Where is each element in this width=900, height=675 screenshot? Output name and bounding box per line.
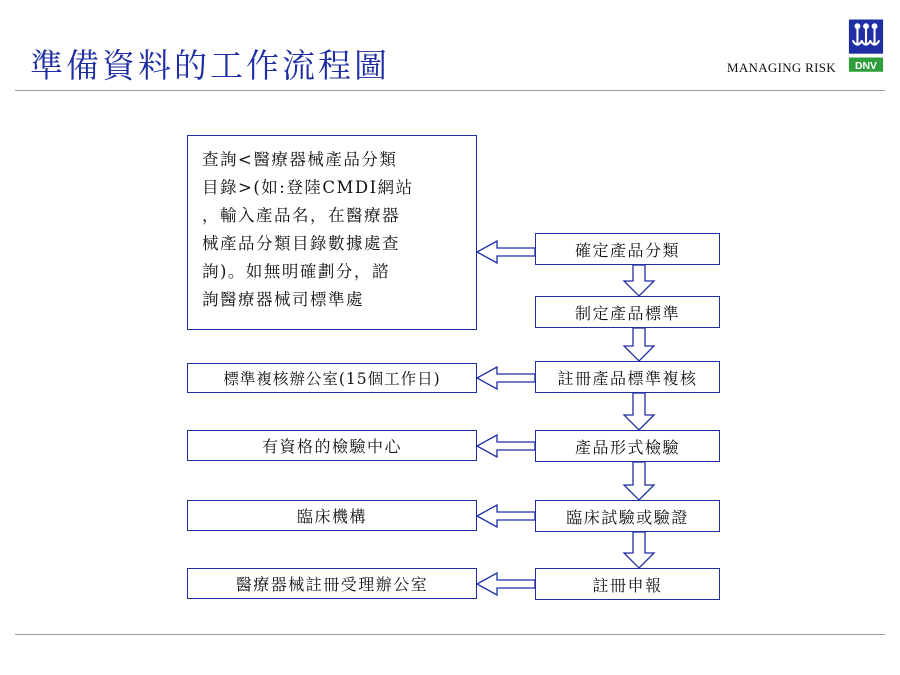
- step-standard-review: 註冊產品標準複核: [535, 361, 720, 393]
- note-line: 詢醫療器械司標準處: [202, 290, 364, 309]
- step-type-inspection: 產品形式檢驗: [535, 430, 720, 462]
- page-title: 準備資料的工作流程圖: [30, 46, 390, 85]
- target-inspection-center: 有資格的檢驗中心: [187, 430, 477, 461]
- step-determine-classification: 確定產品分類: [535, 233, 720, 265]
- note-line: ，輸入產品名，在醫療器: [202, 206, 400, 225]
- arrow-down-5: [624, 532, 654, 568]
- arrow-left-1: [477, 241, 535, 263]
- note-line: 詢)。如無明確劃分，諮: [202, 262, 390, 281]
- target-standard-review-office: 標準複核辦公室(15個工作日): [187, 363, 477, 393]
- note-line: 目錄>(如:登陸CMDI網站: [202, 178, 414, 197]
- target-clinical-institution: 臨床機構: [187, 500, 477, 531]
- arrow-down-2: [624, 328, 654, 361]
- note-line: 械產品分類目錄數據處查: [202, 234, 400, 253]
- managing-risk-text: MANAGING RISK: [727, 60, 836, 75]
- arrow-left-2: [477, 367, 535, 389]
- arrow-down-1: [624, 265, 654, 296]
- step-registration-filing: 註冊申報: [535, 568, 720, 600]
- note-line: 查詢<醫療器械產品分類: [202, 150, 398, 169]
- target-registration-office: 醫療器械註冊受理辦公室: [187, 568, 477, 599]
- step-clinical-trial: 臨床試驗或驗證: [535, 500, 720, 532]
- arrow-down-4: [624, 462, 654, 500]
- logo-label: DNV: [854, 60, 878, 72]
- arrow-left-4: [477, 505, 535, 527]
- arrow-left-5: [477, 573, 535, 595]
- step-formulate-standard: 制定產品標準: [535, 296, 720, 328]
- arrow-down-3: [624, 393, 654, 430]
- arrow-left-3: [477, 435, 535, 457]
